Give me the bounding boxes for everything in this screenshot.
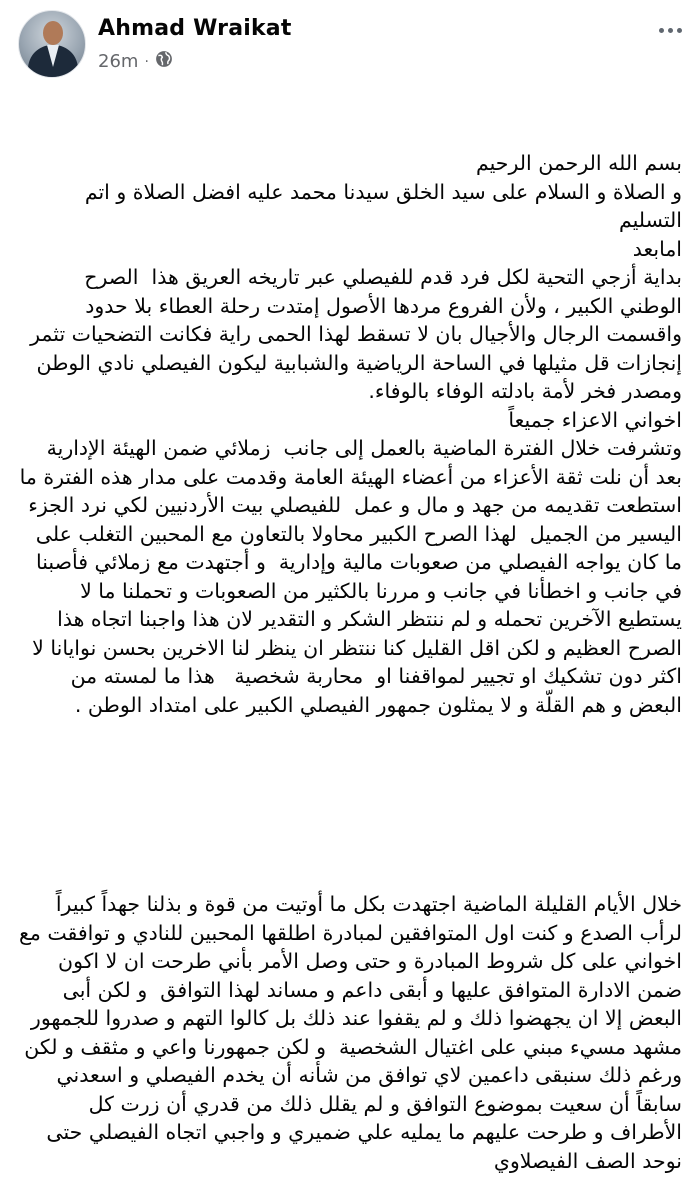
paragraph-gap	[16, 776, 682, 833]
meta-separator: ·	[144, 53, 149, 70]
author-avatar[interactable]	[18, 10, 86, 78]
author-name[interactable]: Ahmad Wraikat	[98, 16, 292, 41]
globe-icon[interactable]	[155, 50, 173, 73]
post-meta	[98, 50, 173, 73]
post-time[interactable]: 26m	[98, 51, 139, 72]
post-text-part1: بسم الله الرحمن الرحيم و الصلاة و السلام على سيد الخلق سيدنا محمد عليه افضل الصلاة و اتم التسليم امابعد بداية أزجي التحية لكل فرد قدم للفيصلي عبر تاريخه العريق هذا الصرح الوطني الكبير ، ولأن الفروع مردها الأصول إمتدت رحلة العطاء بلا حدود واقسمت الرجال والأجيال بان لا تسقط لهذا الحمى راية فكانت التضحيات تثمر إنجازات قل مثيلها في الساحة الرياضية والشبابية ليكون الفيصلي نادي الوطن ومصدر فخر لأمة بادلته الوفاء بالوفاء. اخواني الاعزاء جميعاً وتشرفت خلال الفترة الماضية بالعمل إلى جانب زملائي ضمن الهيئة الإدارية بعد أن نلت ثقة الأعزاء من أعضاء الهيئة العامة وقدمت على مدار هذه الفترة ما استطعت تقديمه من جهد و مال و عمل للفيصلي بيت الأردنيين لكي نرد الجزء اليسير من الجميل لهذا الصرح الكبير محاولا بالتعاون مع المحبين التغلب على ما كان يواجه الفيصلي من صعوبات مالية وإدارية و أجتهدت مع زملائي فأصبنا في جانب و اخطأنا في جانب و مررنا بالكثير من الصعوبات و تحملنا ما لا يستطيع الآخرين تحمله و لم ننتظر الشكر و التقدير لان هذا واجبنا اتجاه هذا الصرح العظيم و لكن اقل القليل كنا ننتظر ان ينظر لنا الاخرين بحسن نوايانا لا اكثر دون تشكيك او تجيير لمواقفنا او محاربة شخصية هذا ما لمسته من البعض و هم القلّة و لا يمثلون جمهور الفيصلي الكبير على امتداد الوطن .	[19, 151, 682, 717]
post-text-part2: خلال الأيام القليلة الماضية اجتهدت بكل ما أوتيت من قوة و بذلنا جهداً كبيراً لرأب الصدع و كنت اول المتوافقين لمبادرة اطلقها المحبين للنادي و توافقت مع اخواني على كل شروط المبادرة و حتى وصل الأمر بأني طرحت ان لا اكون ضمن الادارة المتوافق عليها و أبقى داعم و مساند لهذا التوافق و لكن أبى البعض إلا ان يجهضوا ذلك و لم يقفوا عند ذلك بل كالوا التهم و صدروا للجمهور مشهد مسيء مبني على اغتيال الشخصية و لكن جمهورنا واعي و مثقف و لكن ورغم ذلك سنبقى داعمين لاي توافق من شأنه أن يخدم الفيصلي و اسعدني سابقاً أن سعيت بموضوع التوافق و لم يقلل ذلك من قدري أن زرت كل الأطراف و طرحت عليهم ما يمليه علي ضميري و واجبي اتجاه الفيصلي حتى نوحد الصف الفيصلاوي	[12, 892, 682, 1173]
post-body	[12, 92, 682, 1204]
more-options-icon[interactable]	[650, 18, 690, 42]
post-header	[0, 0, 700, 88]
